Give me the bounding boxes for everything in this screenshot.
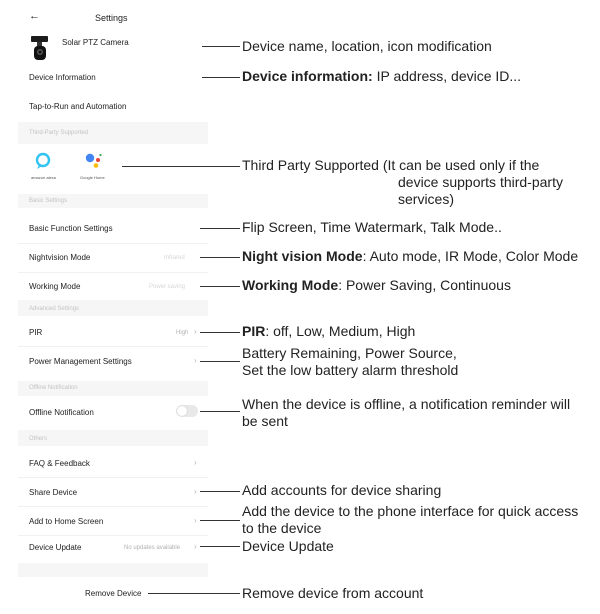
connector-line	[200, 491, 240, 492]
connector-line	[200, 546, 240, 547]
settings-screen	[18, 0, 208, 614]
annotation-power-management: Battery Remaining, Power Source, Set the low battery alarm threshold	[242, 345, 459, 378]
annotation-working-mode: Working Mode: Power Saving, Continuous	[242, 277, 511, 293]
connector-line	[200, 520, 240, 521]
toggle-switch[interactable]	[176, 405, 198, 417]
remove-device-button[interactable]: Remove Device	[85, 589, 142, 598]
working-mode-value: Power saving	[149, 284, 186, 290]
chevron-right-icon[interactable]: ›	[194, 356, 197, 365]
pir-item[interactable]: PIR	[29, 328, 43, 337]
divider	[18, 535, 208, 536]
third-party-header: Third-Party Supported	[29, 130, 89, 136]
pir-value: High	[176, 330, 189, 336]
section-band	[18, 563, 208, 577]
annotation-share-device: Add accounts for device sharing	[242, 482, 442, 498]
connector-line	[200, 257, 240, 258]
annotation-basic-function: Flip Screen, Time Watermark, Talk Mode..	[242, 219, 502, 235]
power-management-settings-item[interactable]: Power Management Settings	[29, 357, 132, 366]
connector-line	[200, 361, 240, 362]
advanced-settings-header: Advanced Settings	[29, 306, 80, 312]
working-mode-item[interactable]: Working Mode	[29, 282, 81, 291]
connector-line	[122, 166, 240, 167]
basic-function-settings-item[interactable]: Basic Function Settings	[29, 224, 113, 233]
faq-feedback-item[interactable]: FAQ & Feedback	[29, 459, 90, 468]
device-name[interactable]: Solar PTZ Camera	[62, 38, 129, 47]
annotation-add-home-screen: Add the device to the phone interface for quick access to the device	[242, 503, 579, 536]
connector-line	[148, 593, 240, 594]
toggle-knob	[177, 406, 187, 416]
google-assistant-icon[interactable]	[83, 152, 105, 170]
connector-line	[200, 286, 240, 287]
offline-notification-item: Offline Notification	[29, 408, 94, 417]
device-update-item[interactable]: Device Update	[29, 543, 82, 552]
divider	[18, 477, 208, 478]
chevron-right-icon[interactable]: ›	[194, 542, 197, 551]
back-arrow-icon[interactable]: ←	[29, 10, 40, 22]
annotation-pir: PIR: off, Low, Medium, High	[242, 323, 416, 339]
offline-notification-header: Offline Notification	[29, 385, 78, 391]
nightvision-mode-item[interactable]: Nightvision Mode	[29, 253, 91, 262]
annotation-third-party: Third Party Supported (It can be used only if the device supports third-party services)	[242, 157, 563, 207]
device-information-item[interactable]: Device Information	[29, 73, 96, 82]
page-title: Settings	[95, 13, 128, 23]
divider	[18, 346, 208, 347]
add-to-home-screen-item[interactable]: Add to Home Screen	[29, 517, 104, 526]
update-status-value: No updates available	[124, 545, 181, 551]
annotation-remove-device: Remove device from account	[242, 585, 424, 601]
camera-icon	[30, 35, 50, 61]
alexa-icon[interactable]	[35, 152, 51, 170]
others-header: Others	[29, 436, 48, 442]
annotation-night-vision: Night vision Mode: Auto mode, IR Mode, Color Mode	[242, 248, 579, 264]
connector-line	[200, 228, 240, 229]
annotation-device-name: Device name, location, icon modification	[242, 38, 492, 54]
chevron-right-icon[interactable]: ›	[194, 327, 197, 336]
google-caption: Google Home	[80, 175, 105, 180]
annotation-device-update: Device Update	[242, 538, 334, 554]
connector-line	[202, 46, 240, 47]
share-device-item[interactable]: Share Device	[29, 488, 78, 497]
tap-to-run-item[interactable]: Tap-to-Run and Automation	[29, 102, 127, 111]
chevron-right-icon[interactable]: ›	[194, 458, 197, 467]
chevron-right-icon[interactable]: ›	[194, 516, 197, 525]
alexa-caption: amazon alexa	[31, 175, 56, 180]
divider	[18, 243, 208, 244]
basic-settings-header: Basic Settings	[29, 198, 68, 204]
chevron-right-icon[interactable]: ›	[194, 487, 197, 496]
annotation-device-information: Device information: IP address, device ID...	[242, 68, 522, 84]
connector-line	[202, 77, 240, 78]
divider	[18, 506, 208, 507]
nightvision-value: Infrared	[164, 255, 185, 261]
connector-line	[200, 332, 240, 333]
divider	[18, 272, 208, 273]
connector-line	[200, 411, 240, 412]
annotation-offline-notification: When the device is offline, a notification reminder will be sent	[242, 396, 571, 429]
